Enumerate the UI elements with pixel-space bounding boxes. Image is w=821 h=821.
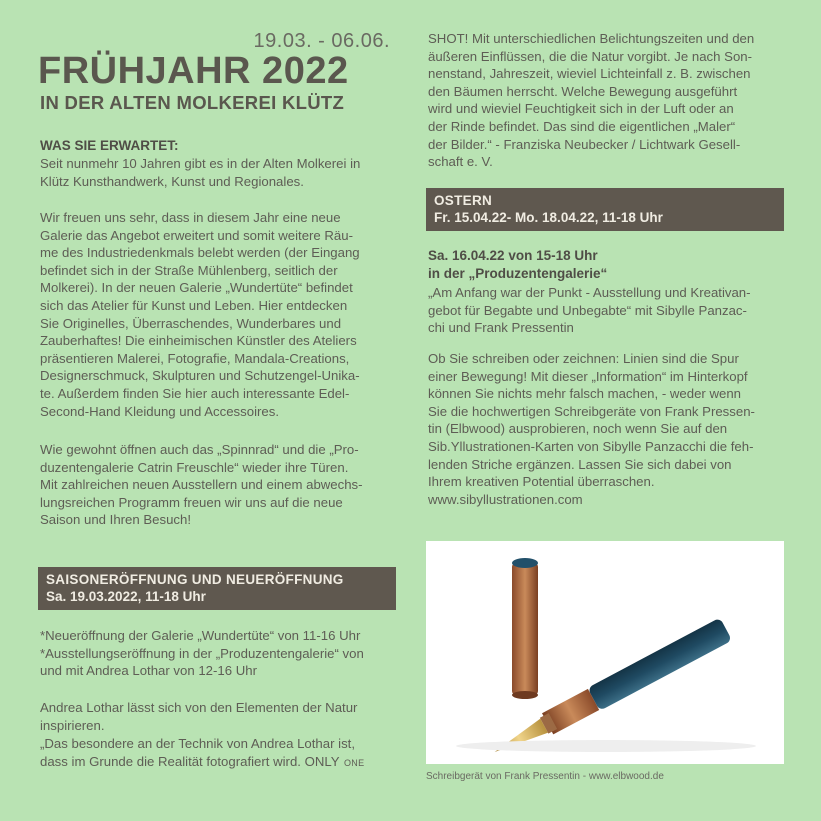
gallery-paragraph: Wir freuen uns sehr, dass in diesem Jahr eine neue Galerie das Angebot erweitert und somit weitere Räu- me des Industriedenkmals belebt werden (der Eingang befindet sich in der Straße Mühlenberg, seitlich der Molkerei). In der neuen Galerie „Wundertüte“ befindet sich das Atelier für Kunst und Leben. Hier entdecken Sie Originelles, Überraschendes, Wunderbares und Zauberhaftes! Die einheimischen Künstler des Ateliers präsentieren Malerei, Fotografie, Mandala-Creations, Designerschmuck, Skulpturen und Schutzengel-Unika- te. Außerdem finden Sie hier auch interessante Edel- Second-Hand Kleidung und Accessoires. [40, 210, 360, 419]
easter-box-date: Fr. 15.04.22- Mo. 18.04.22, 11-18 Uhr [434, 210, 663, 225]
artist-paragraph-small: ONE [344, 758, 365, 768]
opening-box-title: SAISONERÖFFNUNG UND NEUERÖFFNUNG [46, 572, 344, 587]
section-heading: WAS SIE ERWARTET: [40, 138, 179, 153]
event-place: in der „Produzentengalerie“ [428, 266, 608, 281]
easter-box-title: OSTERN [434, 193, 493, 208]
fountain-pen-icon [426, 541, 784, 764]
page-title: FRÜHJAHR 2022 [38, 50, 349, 92]
artist-paragraph-text: Andrea Lothar lässt sich von den Elementen der Natur inspirieren. „Das besondere an der Technik von Andrea Lothar ist, dass im Grunde die Realität fotografiert wird. ONLY [40, 700, 358, 769]
writing-paragraph: Ob Sie schreiben oder zeichnen: Linien sind die Spur einer Bewegung! Mit dieser „Information“ im Hinterkopf können Sie nichts mehr falsch machen, - weder wenn Sie die hochwertigen Schreibgeräte von Frank Pressen- tin (Elbwood) ausprobieren, noch wenn Sie auf den Sib.Yllustrationen-Karten von Sibylle Panzacchi die feh- lenden Striche ergänzen. Lassen Sie sich dabei von Ihrem kreativen Potential überraschen. www.sibyllustrationen.com [428, 351, 755, 507]
photo-caption: Schreibgerät von Frank Pressentin - www.elbwood.de [426, 771, 664, 782]
opening-box [38, 567, 396, 610]
opening-box-date: Sa. 19.03.2022, 11-18 Uhr [46, 589, 206, 604]
pen-photo [426, 541, 784, 764]
page-subtitle: IN DER ALTEN MOLKEREI KLÜTZ [40, 92, 345, 113]
event-date: Sa. 16.04.22 von 15-18 Uhr [428, 248, 598, 263]
opening-details: *Neueröffnung der Galerie „Wundertüte“ von 11-16 Uhr *Ausstellungseröffnung in der „Produzentengalerie“ von und mit Andrea Lothar von 12-16 Uhr [40, 628, 364, 679]
welcome-paragraph: Wie gewohnt öffnen auch das „Spinnrad“ und die „Pro- duzentengalerie Catrin Freuschle“ wieder ihre Türen. Mit zahlreichen neuen Ausstellern und einem abwechs- lungsreichen Programm freuen wir uns auf die neue Saison und Ihren Besuch! [40, 442, 363, 528]
event-description: „Am Anfang war der Punkt - Ausstellung und Kreativan- gebot für Begabte und Unbegabte“ mit Sibylle Panzac- chi und Frank Pressentin [428, 285, 751, 336]
date-range: 19.03. - 06.06. [253, 30, 390, 52]
easter-box [426, 188, 784, 231]
artist-paragraph [40, 699, 400, 771]
quote-continuation: SHOT! Mit unterschiedlichen Belichtungszeiten und den äußeren Einflüssen, die die Natur vorgibt. Je nach Son- nenstand, Jahreszeit, wieviel Lichteinfall z. B. zwischen den Bäumen herrscht. Welche Bewegung ausgeführt wird und wieviel Feuchtigkeit sich in der Luft oder an der Rinde befindet. Das sind die eigentlichen „Maler“ der Bilder.“ - Franziska Neubecker / Lichtwark Gesell- schaft e. V. [428, 31, 755, 170]
intro-paragraph: Seit nunmehr 10 Jahren gibt es in der Alten Molkerei in Klütz Kunsthandwerk, Kunst und Regionales. [40, 156, 361, 189]
